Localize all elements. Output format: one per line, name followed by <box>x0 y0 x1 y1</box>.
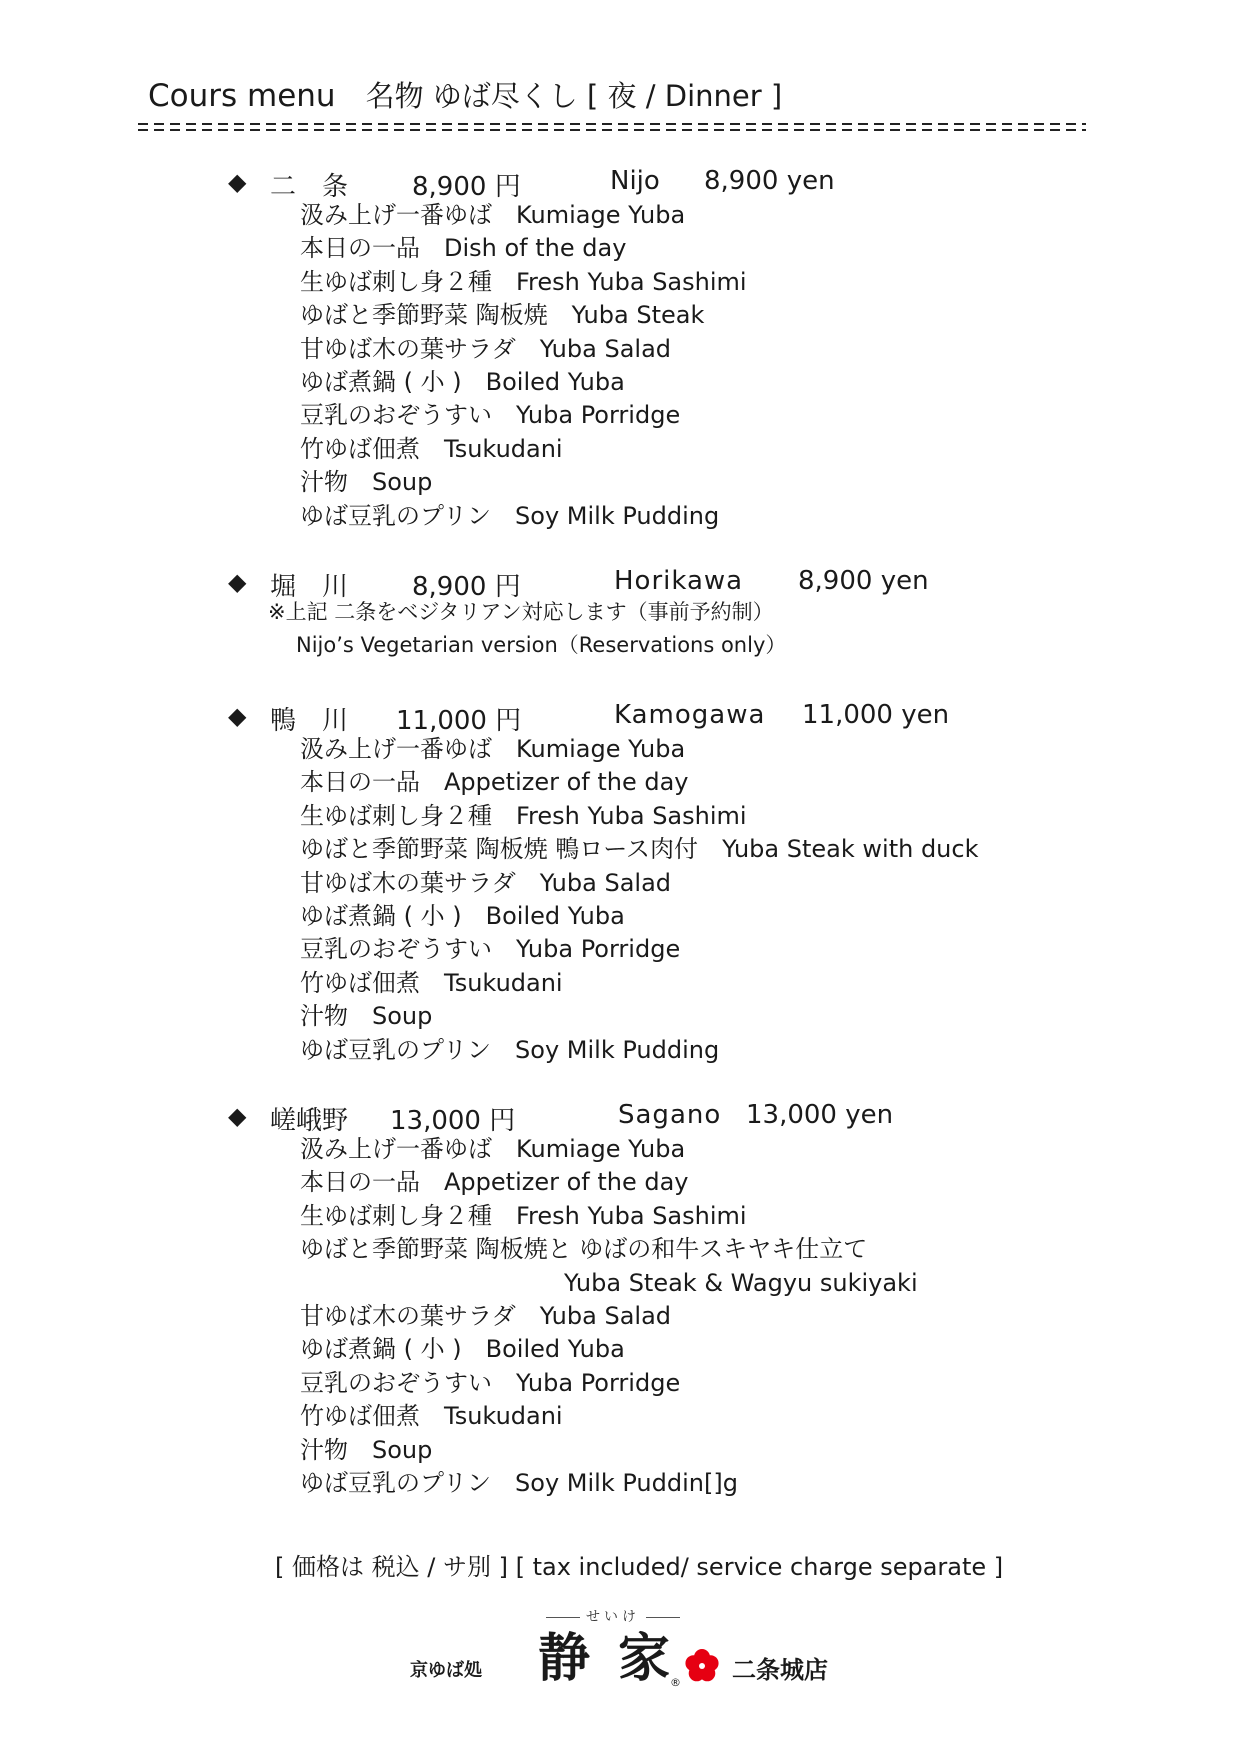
course-header <box>228 700 978 740</box>
course-price-en: 8,900 yen <box>798 566 929 596</box>
course-price-jp: 8,900 円 <box>412 172 521 202</box>
course-price-jp: 8,900 円 <box>412 572 521 602</box>
course-nijo <box>228 166 835 533</box>
list-item: 生ゆば刺し身２種 Fresh Yuba Sashimi <box>300 267 747 296</box>
diamond-bullet-icon: ◆ <box>228 1102 247 1130</box>
course-name-en: Kamogawa <box>614 700 766 730</box>
list-item: ゆば煮鍋 ( 小 ) Boiled Yuba <box>300 1335 625 1364</box>
header-divider <box>138 123 1086 132</box>
list-item: 汲み上げ一番ゆば Kumiage Yuba <box>300 201 686 229</box>
tax-note: [ 価格は 税込 / サ別 ] [ tax included/ service charge separate ] <box>275 1553 1004 1581</box>
course-name-en: Horikawa <box>614 566 744 596</box>
list-item: 豆乳のおぞうすい Yuba Porridge <box>300 401 681 430</box>
course-item-list <box>228 199 747 533</box>
list-item: 甘ゆば木の葉サラダ Yuba Salad <box>300 868 672 897</box>
diamond-bullet-icon: ◆ <box>228 702 247 730</box>
list-item: 生ゆば刺し身２種 Fresh Yuba Sashimi <box>300 801 747 830</box>
course-name-jp: 嵯峨野 <box>270 1106 349 1136</box>
course-header <box>228 166 835 206</box>
course-item-list <box>228 733 978 1067</box>
course-price-jp: 11,000 円 <box>396 706 522 736</box>
logo-char-ke: 家 <box>618 1628 671 1689</box>
list-item: 汲み上げ一番ゆば Kumiage Yuba <box>300 735 686 763</box>
course-price-en: 11,000 yen <box>802 700 950 730</box>
logo-char-sei: 静 <box>538 1628 591 1689</box>
list-item: 豆乳のおぞうすい Yuba Porridge <box>300 935 681 964</box>
list-item: 竹ゆば佃煮 Tsukudani <box>300 434 563 463</box>
list-item: 本日の一品 Appetizer of the day <box>300 1168 689 1197</box>
list-item: 甘ゆば木の葉サラダ Yuba Salad <box>300 1302 672 1331</box>
list-item: ゆば豆乳のプリン Soy Milk Pudding <box>300 501 720 530</box>
list-item: 甘ゆば木の葉サラダ Yuba Salad <box>300 334 672 363</box>
store-name: 二条城店 <box>732 1656 828 1684</box>
course-header <box>228 566 929 606</box>
list-item: ゆば煮鍋 ( 小 ) Boiled Yuba <box>300 368 625 397</box>
registered-mark: ® <box>670 1676 681 1689</box>
logo-prefix: 京ゆば処 <box>410 1660 482 1681</box>
page-title <box>148 74 782 115</box>
course-sagano <box>228 1100 918 1500</box>
course-name-en: Sagano <box>618 1100 722 1130</box>
list-item: 豆乳のおぞうすい Yuba Porridge <box>300 1368 681 1397</box>
list-item: 生ゆば刺し身２種 Fresh Yuba Sashimi <box>300 1201 747 1230</box>
vegetarian-note-en: Nijo’s Vegetarian version（Reservations only） <box>296 633 787 657</box>
list-item: 本日の一品 Appetizer of the day <box>300 768 689 797</box>
course-header <box>228 1100 918 1140</box>
page-title-jp: 名物 ゆば尽くし [ 夜 / Dinner ] <box>365 79 783 113</box>
list-item: ゆば煮鍋 ( 小 ) Boiled Yuba <box>300 902 625 931</box>
course-name-jp: 二 条 <box>270 172 349 202</box>
diamond-bullet-icon: ◆ <box>228 568 247 596</box>
list-item: ゆばと季節野菜 陶板焼と ゆばの和牛スキヤキ仕立て Yuba Steak & Wagyu sukiyaki <box>300 1235 918 1297</box>
course-name-en: Nijo <box>610 166 660 196</box>
list-item: 汁物 Soup <box>300 1002 433 1031</box>
plum-petal <box>685 1655 701 1671</box>
vegetarian-note-jp: ※上記 二条をベジタリアン対応します（事前予約制） <box>268 600 774 624</box>
list-item: ゆば豆乳のプリン Soy Milk Pudding <box>300 1035 720 1064</box>
course-price-en: 8,900 yen <box>704 166 835 196</box>
course-name-jp: 鴨 川 <box>270 706 349 736</box>
list-item: ゆばと季節野菜 陶板焼 Yuba Steak <box>300 301 705 330</box>
course-horikawa <box>228 566 929 662</box>
course-name-jp: 堀 川 <box>270 572 349 602</box>
list-item: 竹ゆば佃煮 Tsukudani <box>300 1402 563 1431</box>
list-item: 汲み上げ一番ゆば Kumiage Yuba <box>300 1135 686 1163</box>
course-item-list <box>228 1133 918 1500</box>
page-title-en: Cours menu <box>148 78 336 114</box>
course-price-en: 13,000 yen <box>746 1100 894 1130</box>
store-logo <box>410 1628 850 1698</box>
course-kamogawa <box>228 700 978 1067</box>
list-item: ゆば豆乳のプリン Soy Milk Puddin[]g <box>300 1469 738 1498</box>
plum-flower-icon <box>684 1648 720 1684</box>
logo-reading: せいけ <box>540 1606 686 1626</box>
list-item: 汁物 Soup <box>300 1435 433 1464</box>
list-item: ゆばと季節野菜 陶板焼 鴨ロース肉付 Yuba Steak with duck <box>300 835 979 864</box>
course-price-jp: 13,000 円 <box>390 1106 516 1136</box>
list-item: 汁物 Soup <box>300 468 433 497</box>
diamond-bullet-icon: ◆ <box>228 168 247 196</box>
list-item: 竹ゆば佃煮 Tsukudani <box>300 968 563 997</box>
list-item: 本日の一品 Dish of the day <box>300 234 627 263</box>
